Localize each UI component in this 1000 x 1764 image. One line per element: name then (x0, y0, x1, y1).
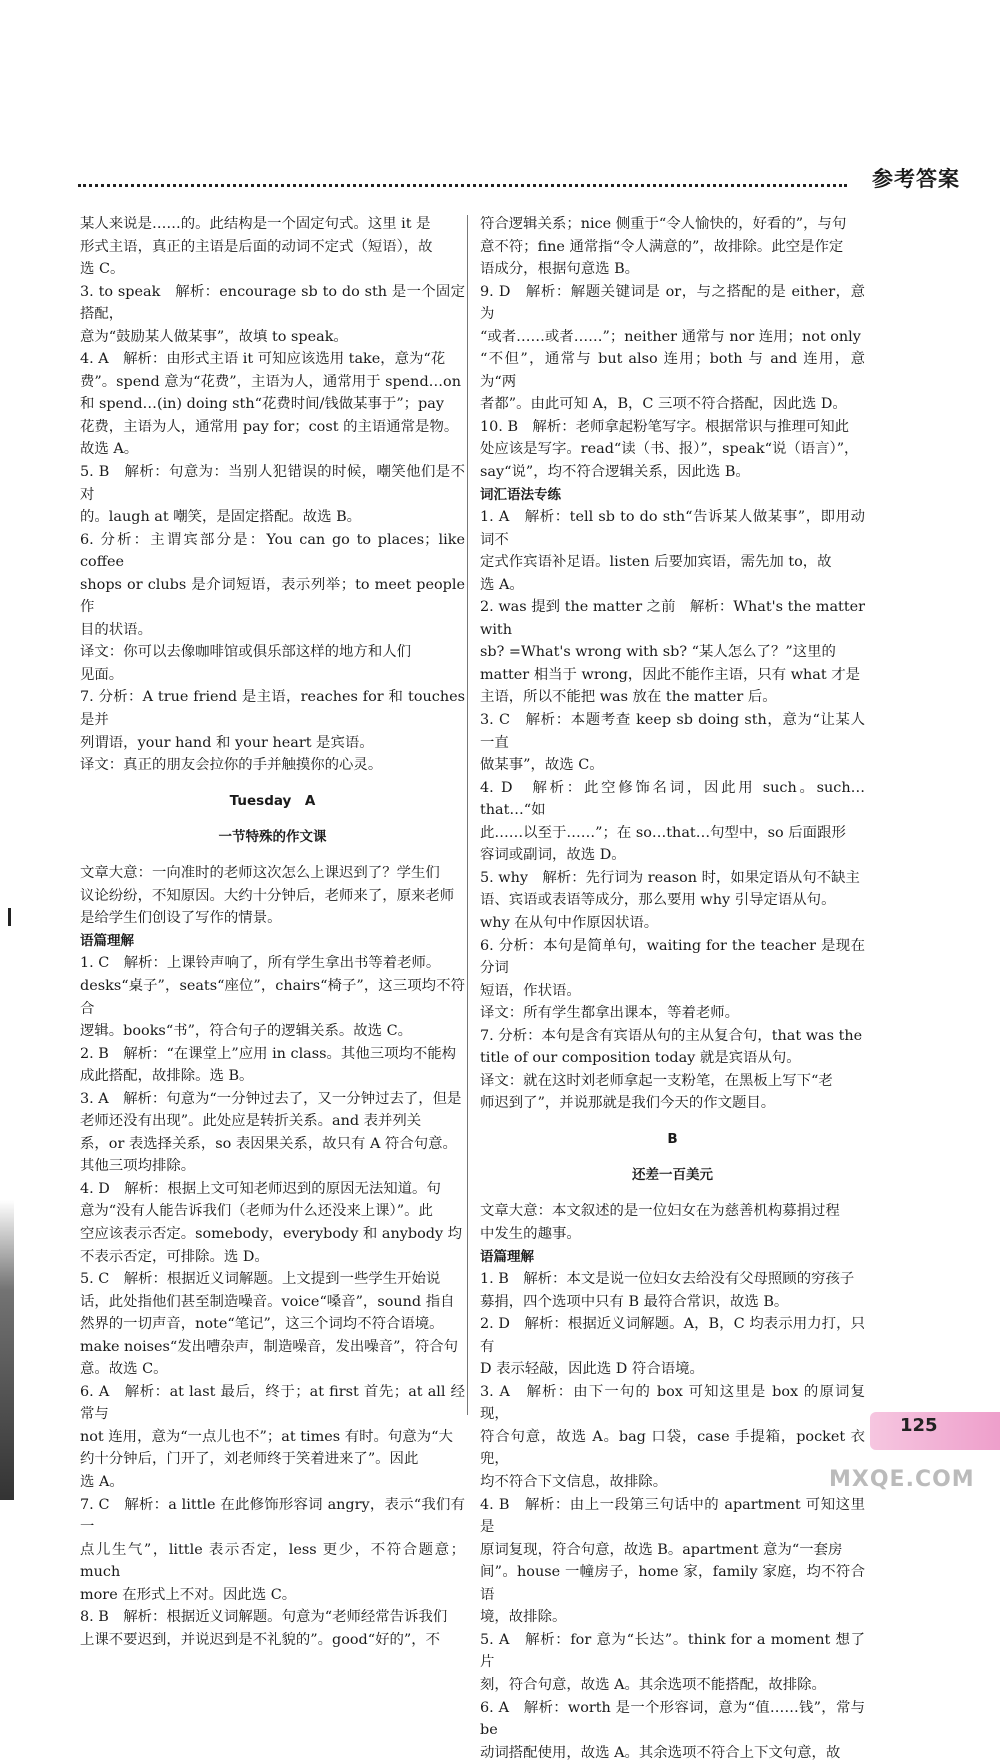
text-line: 选 A。 (480, 576, 524, 593)
text-line: 5. C 解析：根据近义词解题。上文提到一些学生开始说 (80, 1271, 441, 1288)
text-line: 7. 分析：本句是含有宾语从句的主从复合句，that was the (480, 1027, 863, 1044)
text-line: 文章大意：一向准时的老师这次怎么上课迟到了？学生们 (80, 865, 440, 882)
text-line: 6. A 解析：worth 是一个形容词，意为“值……钱”，常与 be (480, 1699, 865, 1739)
text-line: 间”。house 一幢房子，home 家，family 家庭，均不符合语 (480, 1564, 865, 1603)
text-line: make noises“发出嘈杂声，制造噪音，发出噪音”，符合句 (80, 1338, 458, 1355)
text-line: 2. B 解析：“在课堂上”应用 in class。其他三项均不能构 (80, 1045, 457, 1062)
text-line: 空应该表示否定。somebody，everybody 和 anybody 均 (80, 1226, 463, 1243)
text-line: 译文：所有学生都拿出课本，等着老师。 (480, 1005, 740, 1022)
text-line: 3. A 解析：由下一句的 box 可知这里是 box 的原词复现， (480, 1383, 865, 1423)
text-line: 短语，作状语。 (480, 982, 581, 999)
text-line: 中发生的趣事。 (480, 1226, 581, 1243)
left-column (80, 213, 465, 1651)
text-line: 4. B 解析：由上一段第三句话中的 apartment 可知这里是 (480, 1496, 865, 1536)
section-heading: Tuesday A (229, 793, 316, 810)
text-line: 选 C。 (80, 261, 125, 278)
text-line: 5. why 解析：先行词为 reason 时，如果定语从句不缺主 (480, 869, 860, 886)
text-line: 募捐，四个选项中只有 B 最符合常识，故选 B。 (480, 1293, 789, 1310)
text-line: 刻，符合句意，故选 A。其余选项不能搭配，故排除。 (480, 1676, 826, 1693)
text-line: 某人来说是……的。此结构是一个固定句式。这里 it 是 (80, 216, 431, 232)
text-line: 意不符；fine 通常指“令人满意的”，故排除。此空是作定 (480, 238, 844, 255)
text-line: 10. B 解析：老师拿起粉笔写字。根据常识与推理可知此 (480, 418, 850, 435)
text-line: 意。故选 C。 (80, 1361, 168, 1378)
text-line: 花费，主语为人，通常用 pay for；cost 的主语通常是物。 (80, 418, 459, 435)
text-line: 6. 分析：本句是简单句，waiting for the teacher 是现在分词 (480, 937, 865, 977)
text-line: 做某事”，故选 C。 (480, 757, 604, 774)
text-line: 译文：就在这时刘老师拿起一支粉笔，在黑板上写下“老 (480, 1072, 833, 1089)
text-line: title of our composition today 就是宾语从句。 (480, 1050, 801, 1067)
text-line: 点儿生气”，little 表示否定，less 更少，不符合题意；much (80, 1541, 465, 1581)
column-divider (467, 215, 468, 1415)
text-line: 见面。 (80, 666, 124, 683)
text-line: 师迟到了”，并说那就是我们今天的作文题目。 (480, 1095, 776, 1112)
text-line: 均不符合下文信息，故排除。 (480, 1474, 668, 1491)
text-line: 译文：真正的朋友会拉你的手并触摸你的心灵。 (80, 757, 383, 774)
right-column (480, 213, 865, 1764)
text-line: 处应该是写字。read“读（书、报）”，speak“说（语言）”， (480, 441, 859, 458)
text-line: say“说”，均不符合逻辑关系，因此选 B。 (480, 464, 750, 481)
text-line: 话，此处指他们甚至制造噪音。voice“嗓音”，sound 指自 (80, 1293, 455, 1310)
text-line: 约十分钟后，门开了，刘老师终于笑着进来了”。因此 (80, 1451, 419, 1468)
text-line: “不但”，通常与 but also 连用；both 与 and 连用，意为“两 (480, 351, 865, 390)
text-line: 故选 A。 (80, 441, 139, 458)
text-line: 目的状语。 (80, 621, 152, 638)
subsection-heading: 语篇理解 (80, 932, 134, 949)
text-line: 定式作宾语补足语。listen 后要加宾语，需先加 to，故 (480, 554, 832, 571)
text-line: 容词或副词，故选 D。 (480, 847, 626, 864)
text-line: 不表示否定，可排除。选 D。 (80, 1248, 269, 1265)
text-line: 上课不要迟到，并说迟到是不礼貌的”。good“好的”，不 (80, 1631, 441, 1648)
subsection-heading: 词汇语法专练 (480, 486, 561, 503)
text-line: 9. D 解析：解题关键词是 or，与之搭配的是 either，意为 (480, 283, 865, 323)
text-line: 1. B 解析：本文是说一位妇女去给没有父母照顾的穷孩子 (480, 1271, 855, 1288)
text-line: 动词搭配使用，故选 A。其余选项不符合上下文句意，故 (480, 1744, 841, 1761)
text-line: 4. A 解析：由形式主语 it 可知应该选用 take，意为“花 (80, 351, 446, 368)
text-line: 其他三项均排除。 (80, 1158, 196, 1175)
text-line: 此……以至于……”；在 so…that…句型中，so 后面跟形 (480, 824, 846, 841)
text-line: 译文：你可以去像咖啡馆或俱乐部这样的地方和人们 (80, 644, 411, 661)
text-line: “或者……或者……”；neither 通常与 nor 连用；not only (480, 328, 861, 345)
text-line: 然界的一切声音，note“笔记”，这三个词均不符合语境。 (80, 1316, 444, 1333)
text-line: 成此搭配，故排除。选 B。 (80, 1068, 254, 1085)
text-line: 意为“没有人能告诉我们（老师为什么还没来上课）”。此 (80, 1203, 433, 1220)
text-line: 5. A 解析：for 意为“长达”。think for a moment 想了片 (480, 1631, 865, 1671)
text-line: D 表示轻敲，因此选 D 符合语境。 (480, 1361, 704, 1378)
text-line: desks“桌子”，seats“座位”，chairs“椅子”，这三项均不符合 (80, 978, 465, 1017)
page-header (78, 172, 865, 192)
text-line: 5. B 解析：句意为：当别人犯错误的时候，嘲笑他们是不对 (80, 464, 465, 503)
text-line: 原词复现，符合句意，故选 B。apartment 意为“一套房 (480, 1541, 843, 1558)
text-line: 意为“鼓励某人做某事”，故填 to speak。 (80, 328, 348, 345)
text-line: 1. C 解析：上课铃声响了，所有学生拿出书等着老师。 (80, 955, 441, 972)
text-line: 符合逻辑关系；nice 侧重于“令人愉快的，好看的”，与句 (480, 216, 847, 232)
section-heading: B (667, 1131, 678, 1148)
text-line: 形式主语，真正的主语是后面的动词不定式（短语），故 (80, 238, 433, 255)
text-line: 3. to speak 解析：encourage sb to do sth 是一个固定搭配， (80, 283, 465, 323)
text-line: why 在从句中作原因状语。 (480, 914, 659, 931)
text-line: 1. A 解析：tell sb to do sth“告诉某人做某事”，即用动词不 (480, 509, 865, 548)
text-line: 境，故排除。 (480, 1609, 567, 1626)
text-line: 逻辑。books“书”，符合句子的逻辑关系。故选 C。 (80, 1023, 412, 1040)
text-line: more 在形式上不对。因此选 C。 (80, 1586, 297, 1603)
page-number: 125 (900, 1415, 938, 1436)
text-line: 者都”。由此可知 A，B，C 三项不符合搭配，因此选 D。 (480, 396, 847, 413)
text-line: 语成分，根据句意选 B。 (480, 261, 640, 278)
text-line: 选 A。 (80, 1474, 124, 1491)
subsection-heading: 语篇理解 (480, 1248, 534, 1265)
text-line: 系，or 表选择关系，so 表因果关系，故只有 A 符合句意。 (80, 1135, 457, 1152)
text-line: 是给学生们创设了写作的情景。 (80, 910, 282, 927)
text-line: matter 相当于 wrong，因此不能作主语，只有 what 才是 (480, 666, 861, 683)
text-line: 4. D 解析：此空修饰名词，因此用 such。such…that…“如 (480, 779, 865, 819)
text-line: 列谓语，your hand 和 your heart 是宾语。 (80, 734, 374, 751)
header-dotted-rule (78, 184, 847, 187)
text-line: 6. A 解析：at last 最后，终于；at first 首先；at all 经常与 (80, 1383, 465, 1423)
text-line: 4. D 解析：根据上文可知老师迟到的原因无法知道。句 (80, 1180, 441, 1197)
text-line: 7. 分析：A true friend 是主语，reaches for 和 touches 是并 (80, 689, 465, 729)
text-line: 8. B 解析：根据近义词解题。句意为“老师经常告诉我们 (80, 1609, 448, 1626)
header-title: 参考答案 (872, 167, 960, 191)
text-line: not 连用，意为“一点儿也不”；at times 有时。句意为“大 (80, 1428, 453, 1445)
text-line: 6. 分析：主谓宾部分是：You can go to places；like coffee (80, 531, 465, 571)
text-line: shops or clubs 是介词短语，表示列举；to meet people 作 (80, 576, 465, 616)
text-line: 3. C 解析：本题考查 keep sb doing sth，意为“让某人一直 (480, 712, 865, 751)
text-line: 2. was 提到 the matter 之前 解析：What's the matter with (480, 599, 865, 638)
text-line: 议论纷纷，不知原因。大约十分钟后，老师来了，原来老师 (80, 887, 455, 904)
text-line: 文章大意：本文叙述的是一位妇女在为慈善机构募捐过程 (480, 1203, 840, 1220)
text-line: 的。laugh at 嘲笑，是固定搭配。故选 B。 (80, 509, 362, 526)
text-line: sb? =What's wrong with sb? “某人怎么了？”这里的 (480, 644, 836, 661)
text-line: 老师还没有出现”。此处应是转折关系。and 表并列关 (80, 1113, 422, 1130)
text-line: 费”。spend 意为“花费”，主语为人，通常用于 spend…on (80, 373, 461, 390)
text-line: 符合句意，故选 A。bag 口袋，case 手提箱，pocket 衣兜， (480, 1428, 865, 1468)
text-line: 3. A 解析：句意为“一分钟过去了，又一分钟过去了，但是 (80, 1090, 462, 1107)
text-line: 主语，所以不能把 was 放在 the matter 后。 (480, 689, 777, 706)
section-subheading: 还差一百美元 (632, 1167, 713, 1184)
text-line: 2. D 解析：根据近义词解题。A，B，C 均表示用力打，只有 (480, 1316, 865, 1355)
text-line: 和 spend…(in) doing sth“花费时间/钱做某事于”；pay (80, 396, 444, 413)
watermark: MXQE.COM (829, 1467, 975, 1492)
text-line: 语、宾语或表语等成分，那么要用 why 引导定语从句。 (480, 892, 836, 909)
section-subheading: 一节特殊的作文课 (218, 829, 327, 846)
margin-mark (8, 908, 11, 926)
page-edge-shadow (0, 1200, 14, 1500)
text-line: 7. C 解析：a little 在此修饰形容词 angry，表示“我们有一 (80, 1496, 465, 1536)
